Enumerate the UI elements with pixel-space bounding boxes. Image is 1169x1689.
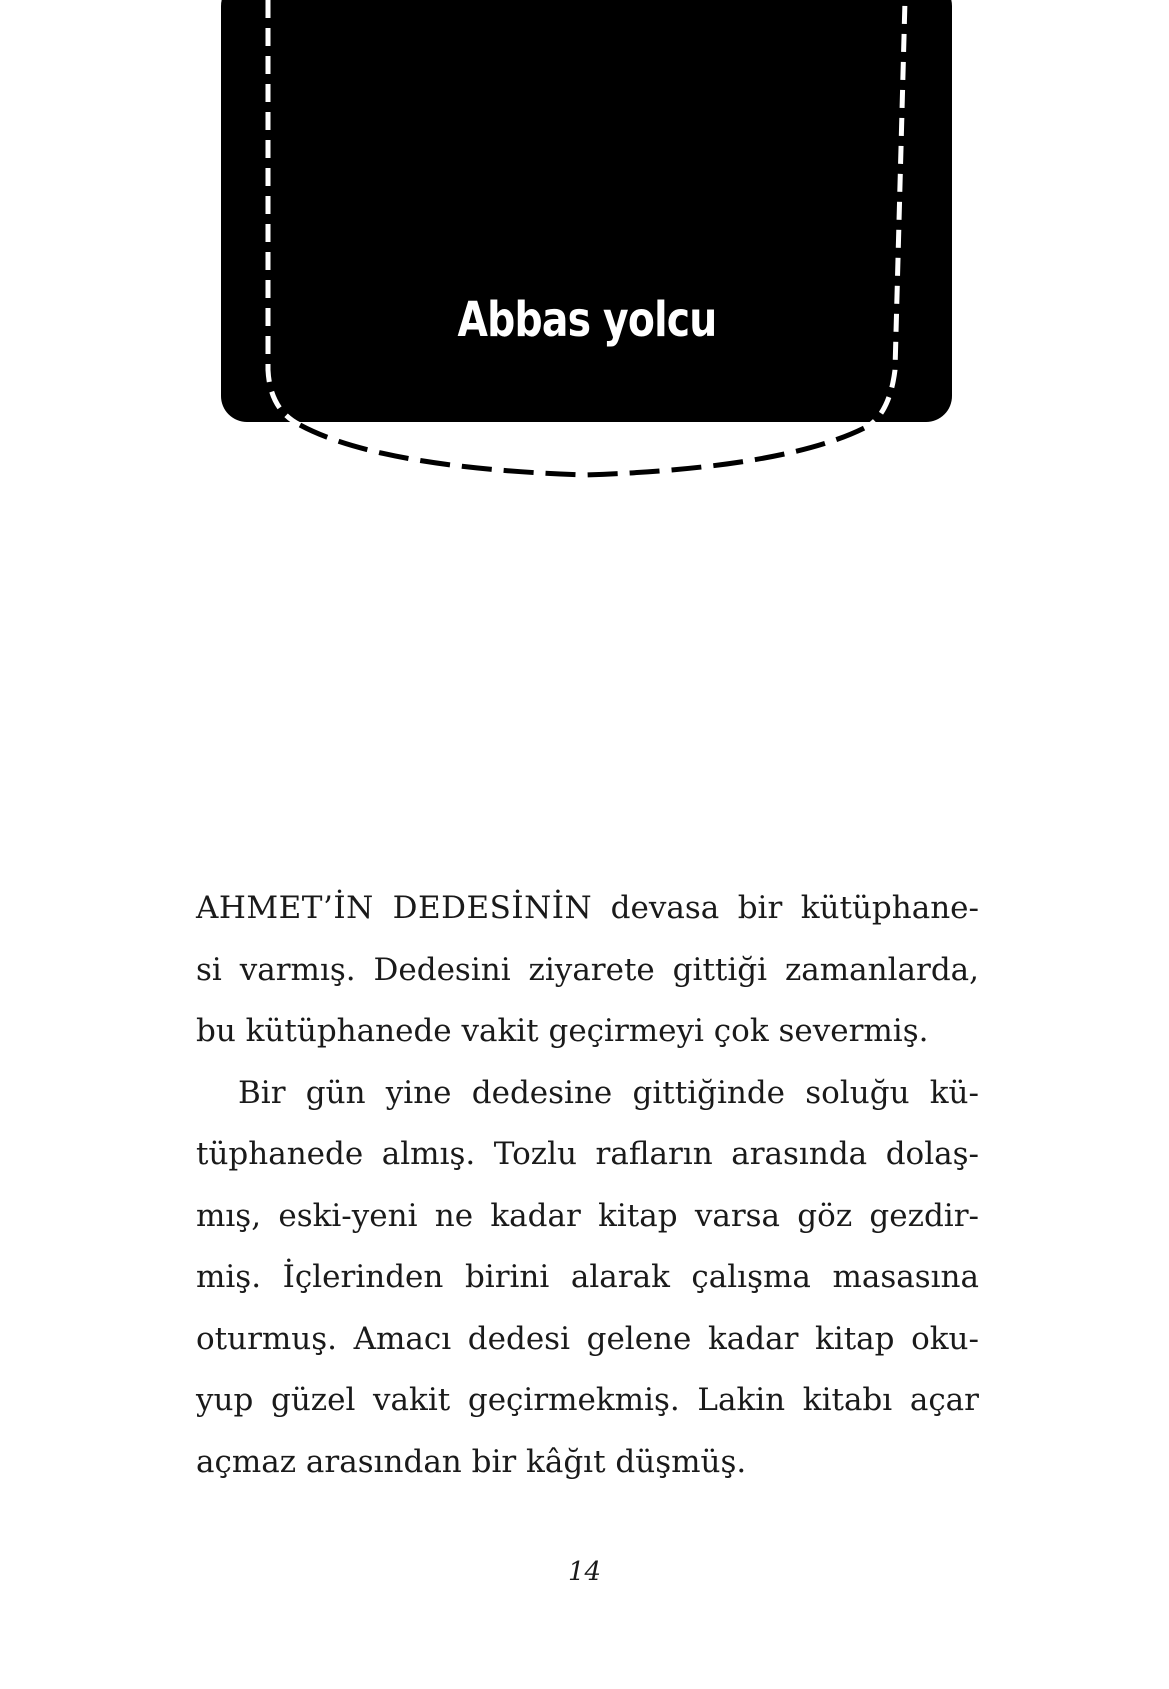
body-text bbox=[196, 878, 979, 1493]
paragraph-2-line-1: Bir gün yine dedesine gittiğinde soluğu kü- bbox=[238, 1074, 979, 1111]
paragraph-2-line-6: yup güzel vakit geçirmekmiş. Lakin kitabı açar bbox=[196, 1382, 979, 1418]
paragraph-2-line-3: mış, eski-yeni ne kadar kitap varsa göz gezdir- bbox=[196, 1197, 979, 1234]
paragraph-1-line-2: si varmış. Dedesini ziyarete gittiği zamanlarda, bbox=[196, 951, 979, 988]
paragraph-2-line-7: açmaz arasından bir kâğıt düşmüş. bbox=[196, 1443, 747, 1480]
paragraph-2-line-5: oturmuş. Amacı dedesi gelene kadar kitap oku- bbox=[196, 1320, 979, 1357]
page-number: 14 bbox=[567, 1557, 602, 1587]
paragraph-1-line-1 bbox=[196, 878, 979, 940]
chapter-banner bbox=[0, 0, 1169, 500]
paragraph-2 bbox=[196, 1063, 979, 1494]
line-1-rest: devasa bir kütüphane- bbox=[592, 890, 980, 926]
banner-block bbox=[221, 0, 952, 422]
chapter-title: Abbas yolcu bbox=[457, 292, 717, 348]
lead-in: AHMET’İN DEDESİNİN bbox=[196, 890, 593, 926]
paragraph-1 bbox=[196, 878, 979, 1063]
paragraph-2-line-4: miş. İçlerinden birini alarak çalışma masasına bbox=[196, 1259, 979, 1295]
paragraph-2-line-2: tüphanede almış. Tozlu rafların arasında dolaş- bbox=[196, 1136, 979, 1172]
dashed-outline-below bbox=[300, 425, 870, 475]
paragraph-1-line-3: bu kütüphanede vakit geçirmeyi çok severmiş. bbox=[196, 1013, 929, 1049]
